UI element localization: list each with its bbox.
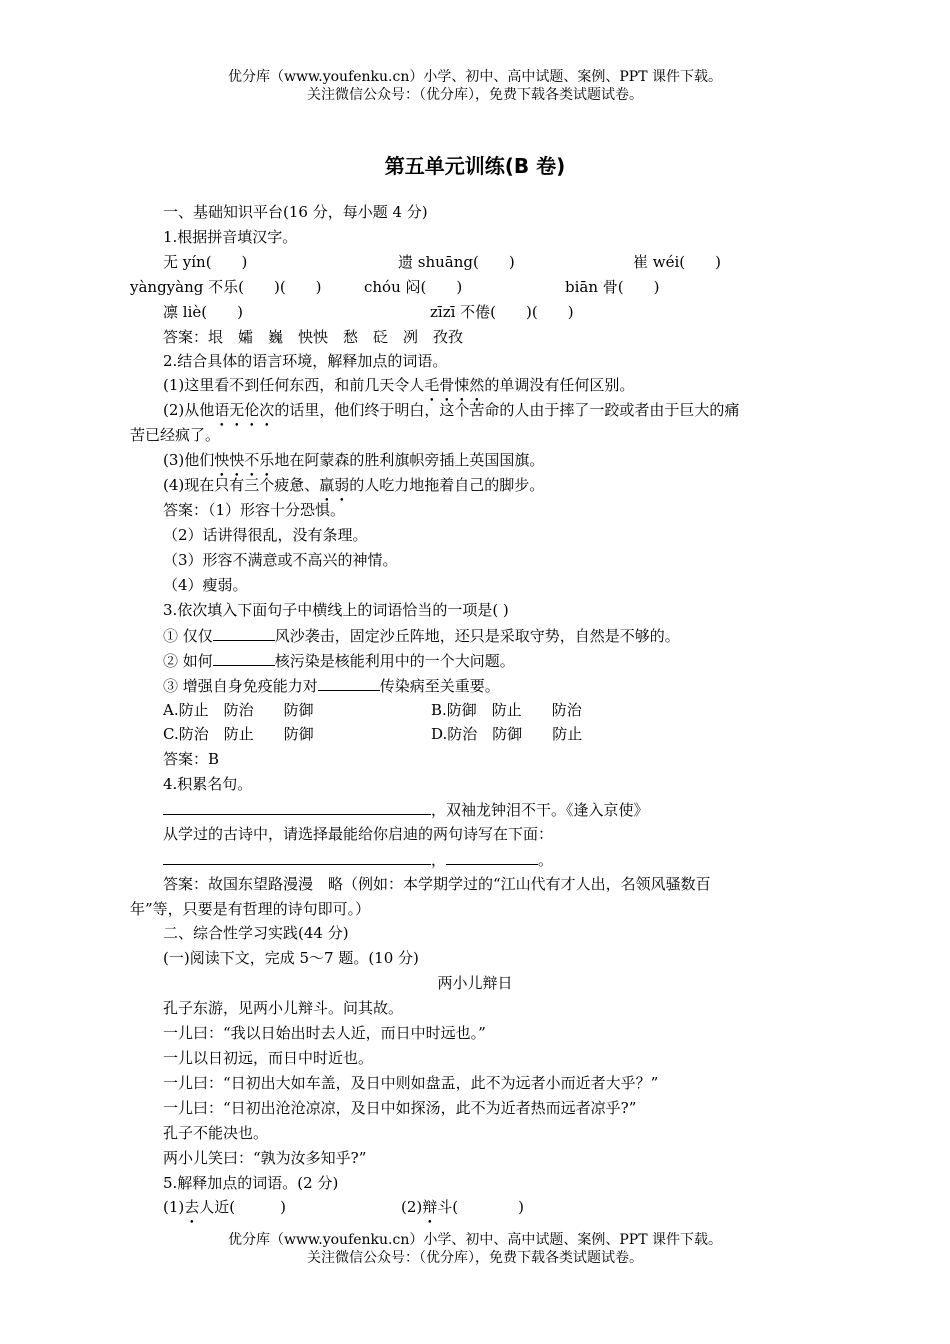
dotted-word [214,451,274,469]
emphasis-char: 语 [214,401,230,419]
emphasis-char: 怏 [229,451,245,469]
q2-sentence-2-cont: 苦已经疯了。 [130,426,221,444]
emphasis-char: 怏 [214,451,230,469]
blank-line [446,848,538,865]
q5-stem: 5.解释加点的词语。(2 分) [163,1174,339,1192]
emphasis-char: 毛 [424,376,440,394]
passage-line: 一儿曰：“日初出大如车盖，及日中则如盘盂，此不为远者小而近者大乎？” [163,1074,659,1092]
dotted-word [214,401,274,419]
q2-answer-3: （3）形容不满意或不高兴的神情。 [163,551,398,569]
q2-answer-4: （4）瘦弱。 [163,576,248,594]
q2-sentence-4: (4)现在只有三个疲惫、羸弱的人吃力地拖着自己的脚步。 [163,476,545,494]
q3-option-a: A.防止 防治 防御 [163,701,314,719]
emphasis-char: 骨 [439,376,455,394]
blank-line [213,624,275,641]
poem-title: 两小儿辩日 [437,974,513,992]
blank-line [163,798,431,815]
blank-line [318,674,380,691]
dotted-word [422,1198,437,1216]
q2-answer-1: 答案：（1）形容十分恐惧。 [163,501,346,519]
q2-stem: 2.结合具体的语言环境，解释加点的词语。 [163,352,448,370]
q3-sentence-1: ① 仅仅 风沙袭击，固定沙丘阵地，还只是采取守势，自然是不够的。 [163,624,680,647]
emphasis-char: 无 [229,401,245,419]
passage-line: 一儿曰：“我以日始出时去人近，而日中时远也。” [163,1024,486,1042]
q2-sentence-1: (1)这里看不到任何东西，和前几天令人毛骨悚然的单调没有任何区别。 [163,376,635,394]
page-title: 第五单元训练(B 卷) [384,154,566,178]
dotted-word [319,476,349,494]
footer-line-2: 关注微信公众号：（优分库），免费下载各类试题试卷。 [307,1250,643,1266]
emphasis-char: 然 [469,376,485,394]
q4-line-2: ， 。 [163,848,553,871]
blank-line [163,848,431,865]
q4-stem: 4.积累名句。 [163,775,253,793]
passage-line: 一儿曰：“日初出沧沧凉凉，及日中如探汤，此不为近者热而远者凉乎?” [163,1099,637,1117]
q3-option-b: B.防御 防止 防治 [431,701,582,719]
q1-answer: 答案：垠 孀 巍 怏怏 愁 砭 冽 孜孜 [163,328,464,346]
emphasis-char: 伦 [244,401,260,419]
q5-item-1: (1)去人近( ) [163,1198,286,1216]
q5-item-2: (2)辩斗( ) [401,1198,524,1216]
passage-line: 孔子不能决也。 [163,1124,269,1142]
emphasis-char: 不 [244,451,260,469]
q1-item: 崔 wéi( ) [633,253,721,271]
emphasis-char: 悚 [454,376,470,394]
q1-item: 无 yín( ) [163,253,248,271]
q2-answer-2: （2）话讲得很乱，没有条理。 [163,526,368,544]
emphasis-char: 乐 [259,451,275,469]
emphasis-char: 去 [184,1198,200,1216]
emphasis-char: 辩 [422,1198,438,1216]
header-line-2: 关注微信公众号：（优分库），免费下载各类试题试卷。 [307,87,643,103]
q4-answer-1: 答案：故国东望路漫漫 略（例如：本学期学过的“江山代有才人出，名领风骚数百 [163,875,711,893]
emphasis-char: 弱 [334,476,350,494]
q3-sentence-3: ③ 增强自身免疫能力对 传染病至关重要。 [163,674,500,697]
emphasis-char: 次 [259,401,275,419]
q4-answer-2: 年”等，只要是有哲理的诗句即可。） [130,900,371,918]
q4-prompt: 从学过的古诗中，请选择最能给你启迪的两句诗写在下面： [163,825,554,843]
dotted-word [184,1198,199,1216]
q1-item: 凛 liè( ) [163,303,243,321]
section1-heading: 一、基础知识平台(16 分，每小题 4 分) [163,203,428,221]
q1-item: zīzī 不倦( )( ) [430,303,574,321]
q2-sentence-3: (3)他们怏怏不乐地在阿蒙森的胜利旗帜旁插上英国国旗。 [163,451,545,469]
q1-item: yàngyàng 不乐( )( ) [130,278,322,296]
q1-item: biān 骨( ) [565,278,660,296]
q4-line-1: ，双袖龙钟泪不干。《逢入京使》 [163,798,649,821]
q1-stem: 1.根据拼音填汉字。 [163,228,298,246]
q3-option-d: D.防治 防御 防止 [431,725,583,743]
q3-sentence-2: ② 如何 核污染是核能利用中的一个大问题。 [163,649,515,672]
q3-option-c: C.防治 防止 防御 [163,725,314,743]
q3-answer: 答案：B [163,750,220,768]
passage-line: 孔子东游，见两小儿辩斗。问其故。 [163,999,404,1017]
section2-heading: 二、综合性学习实践(44 分) [163,924,349,942]
q3-stem: 3.依次填入下面句子中横线上的词语恰当的一项是( ) [163,601,509,619]
blank-line [213,649,275,666]
dotted-word [424,376,484,394]
passage-line: 一儿以日初远，而日中时近也。 [163,1049,374,1067]
section2-sub: (一)阅读下文，完成 5～7 题。(10 分) [163,949,419,967]
footer-line-1: 优分库（www.youfenku.cn）小学、初中、高中试题、案例、PPT 课件下载。 [227,1232,722,1248]
header-line-1: 优分库（www.youfenku.cn）小学、初中、高中试题、案例、PPT 课件下载。 [227,69,722,85]
q1-item: 遗 shuāng( ) [398,253,515,271]
passage-line: 两小儿笑曰：“孰为汝多知乎?” [163,1149,367,1167]
emphasis-char: 羸 [319,476,335,494]
q1-item: chóu 闷( ) [364,278,463,296]
q2-sentence-2: (2)从他语无伦次的话里，他们终于明白，这个苦命的人由于摔了一跤或者由于巨大的痛 [163,401,740,419]
